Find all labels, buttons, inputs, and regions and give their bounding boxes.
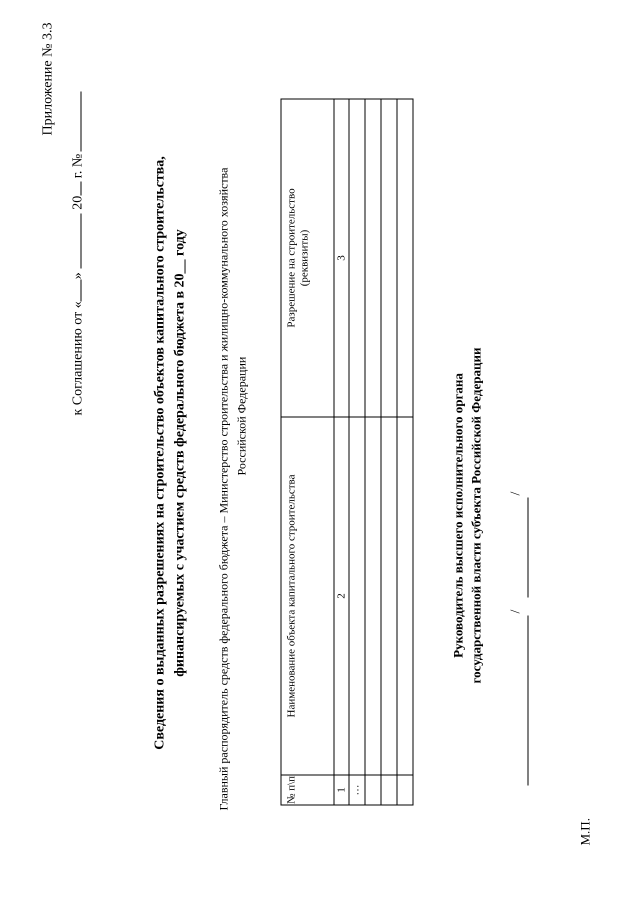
year-prefix: 20 [70, 195, 85, 210]
number-cell-3: 3 [334, 99, 349, 417]
signer-title-line2: государственной власти субъекта Российской Федерации [468, 347, 483, 683]
number-cell-1: 1 [334, 775, 349, 805]
agreement-line [68, 91, 86, 415]
table-cell [397, 99, 413, 417]
table-header-row [281, 99, 334, 805]
table-numbering-row [334, 99, 349, 805]
header-cell-number: № п\п [281, 775, 334, 805]
document-title-line2: финансируемых с участием средств федерального бюджета в 20__ году [172, 228, 187, 677]
signature-slash-left: / [508, 609, 523, 613]
name-line [527, 497, 528, 597]
header-cell-object: Наименование объекта капитального строительства [281, 417, 334, 775]
table-row [381, 99, 397, 805]
table-cell [349, 99, 365, 417]
table-cell [397, 775, 413, 805]
table-cell: … [349, 775, 365, 805]
table-cell [365, 417, 381, 775]
table-row [397, 99, 413, 805]
table-row [349, 99, 365, 805]
table-cell [381, 99, 397, 417]
ministry-line1: Главный распорядитель средств федерального бюджета – Министерство строительства и жилищно-коммунального хозяйства [216, 167, 230, 810]
table-row [365, 99, 381, 805]
document-title-line1: Сведения о выданных разрешениях на строительство объектов капитального строительства, [152, 155, 167, 750]
appendix-label: Приложение № 3.3 [40, 22, 55, 135]
ministry-line2: Российской Федерации [234, 356, 248, 475]
table-cell [349, 417, 365, 775]
stamp-placeholder: М.П. [577, 817, 592, 845]
number-cell-2: 2 [334, 417, 349, 775]
signer-title-line1: Руководитель высшего исполнительного органа [450, 372, 465, 658]
number-label: г. № [70, 153, 85, 178]
table-cell [397, 417, 413, 775]
header-cell-permit: Разрешение на строительство (реквизиты) [281, 99, 334, 417]
table-cell [381, 417, 397, 775]
signature-line [527, 615, 528, 785]
table-cell [365, 775, 381, 805]
agreement-prefix: к Соглашению от « [70, 300, 85, 415]
table-cell [365, 99, 381, 417]
signature-slash-right: / [508, 491, 523, 495]
table-cell [381, 775, 397, 805]
agreement-mid: » [70, 271, 85, 279]
permits-table [280, 98, 413, 805]
